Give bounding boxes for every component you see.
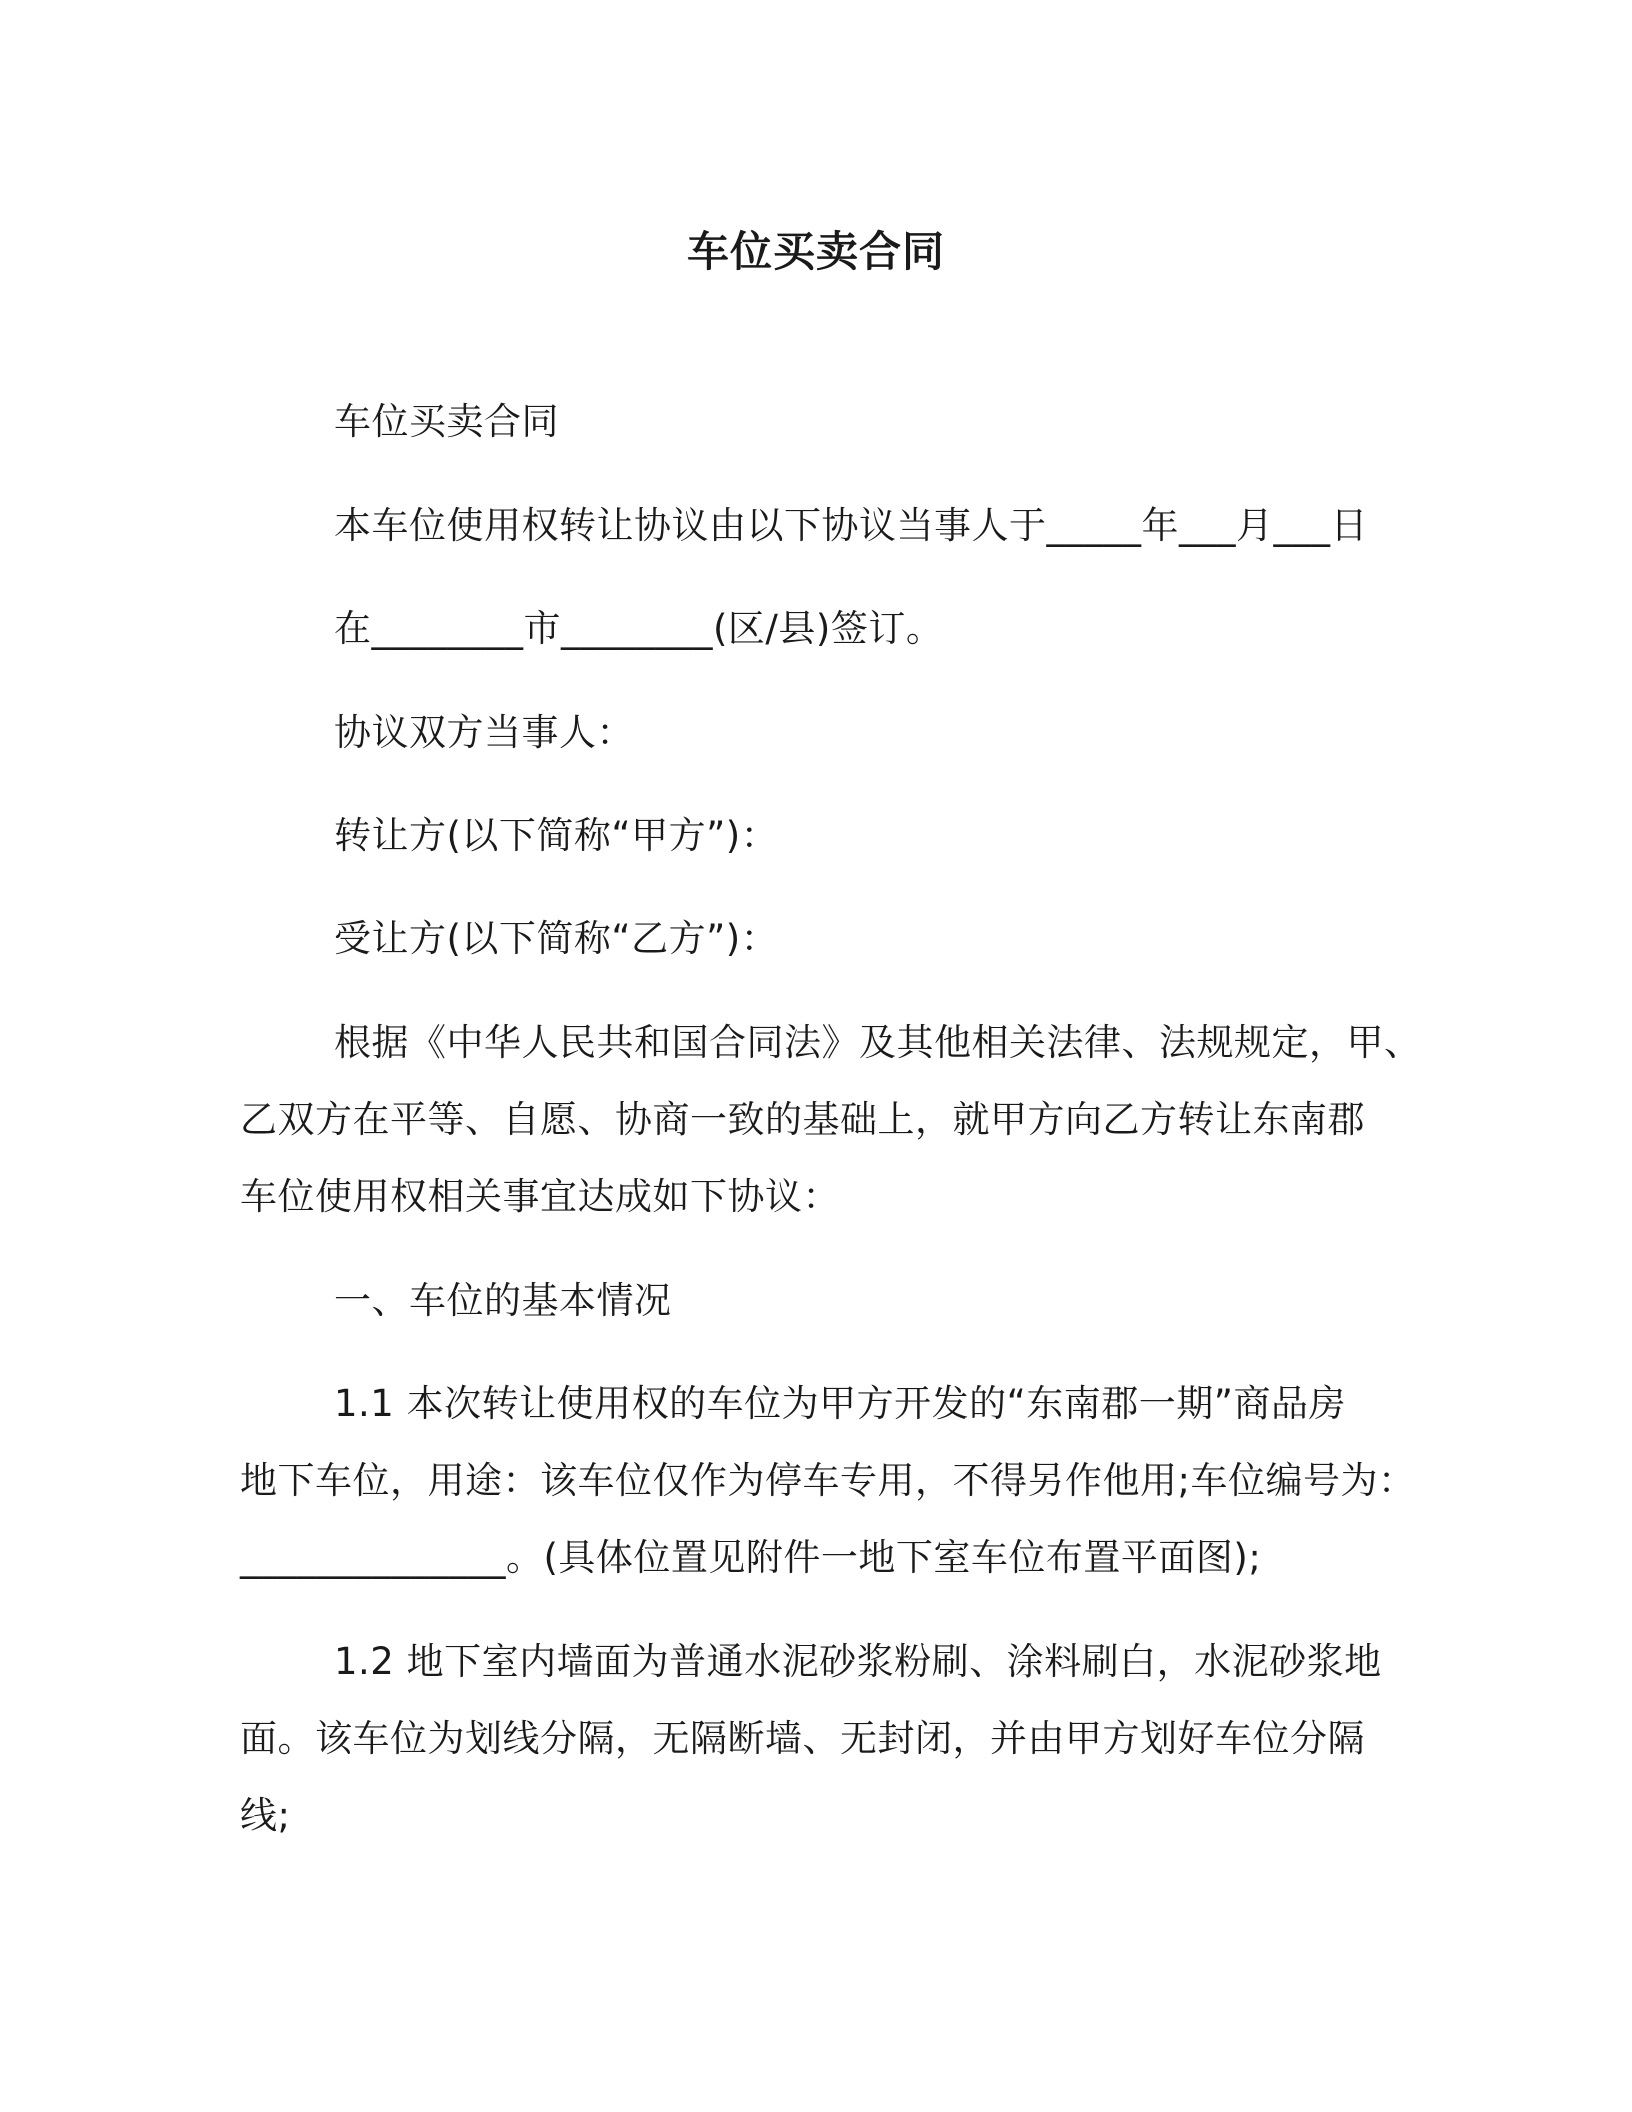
parties-heading: 协议双方当事人： bbox=[334, 711, 634, 754]
agreement-date-line: 本车位使用权转让协议由以下协议当事人于_____年___月___日 bbox=[334, 504, 1368, 547]
preamble-line-3: 车位使用权相关事宜达成如下协议： bbox=[240, 1175, 840, 1218]
clause-1-1-line-1: 1.1 本次转让使用权的车位为甲方开发的“东南郡一期”商品房 bbox=[334, 1382, 1346, 1425]
clause-1-2-line-2: 面。该车位为划线分隔，无隔断墙、无封闭，并由甲方划好车位分隔 bbox=[240, 1717, 1365, 1760]
preamble-line-2: 乙双方在平等、自愿、协商一致的基础上，就甲方向乙方转让东南郡 bbox=[240, 1098, 1365, 1141]
transferee-line: 受让方(以下简称“乙方”)： bbox=[334, 917, 779, 960]
section-1-heading: 一、车位的基本情况 bbox=[334, 1279, 672, 1322]
agreement-place-line: 在________市________(区/县)签订。 bbox=[334, 607, 944, 650]
clause-1-1-line-2: 地下车位，用途：该车位仅作为停车专用，不得另作他用;车位编号为： bbox=[240, 1459, 1416, 1502]
preamble-line-1: 根据《中华人民共和国合同法》及其他相关法律、法规规定，甲、 bbox=[334, 1021, 1422, 1064]
clause-1-1-line-3: ______________。(具体位置见附件一地下室车位布置平面图); bbox=[240, 1536, 1262, 1579]
clause-1-2-line-3: 线; bbox=[240, 1794, 291, 1837]
document-title: 车位买卖合同 bbox=[686, 227, 945, 276]
transferor-line: 转让方(以下简称“甲方”)： bbox=[334, 814, 779, 857]
clause-1-2-line-1: 1.2 地下室内墙面为普通水泥砂浆粉刷、涂料刷白，水泥砂浆地 bbox=[334, 1640, 1382, 1683]
subtitle-line: 车位买卖合同 bbox=[334, 400, 559, 443]
